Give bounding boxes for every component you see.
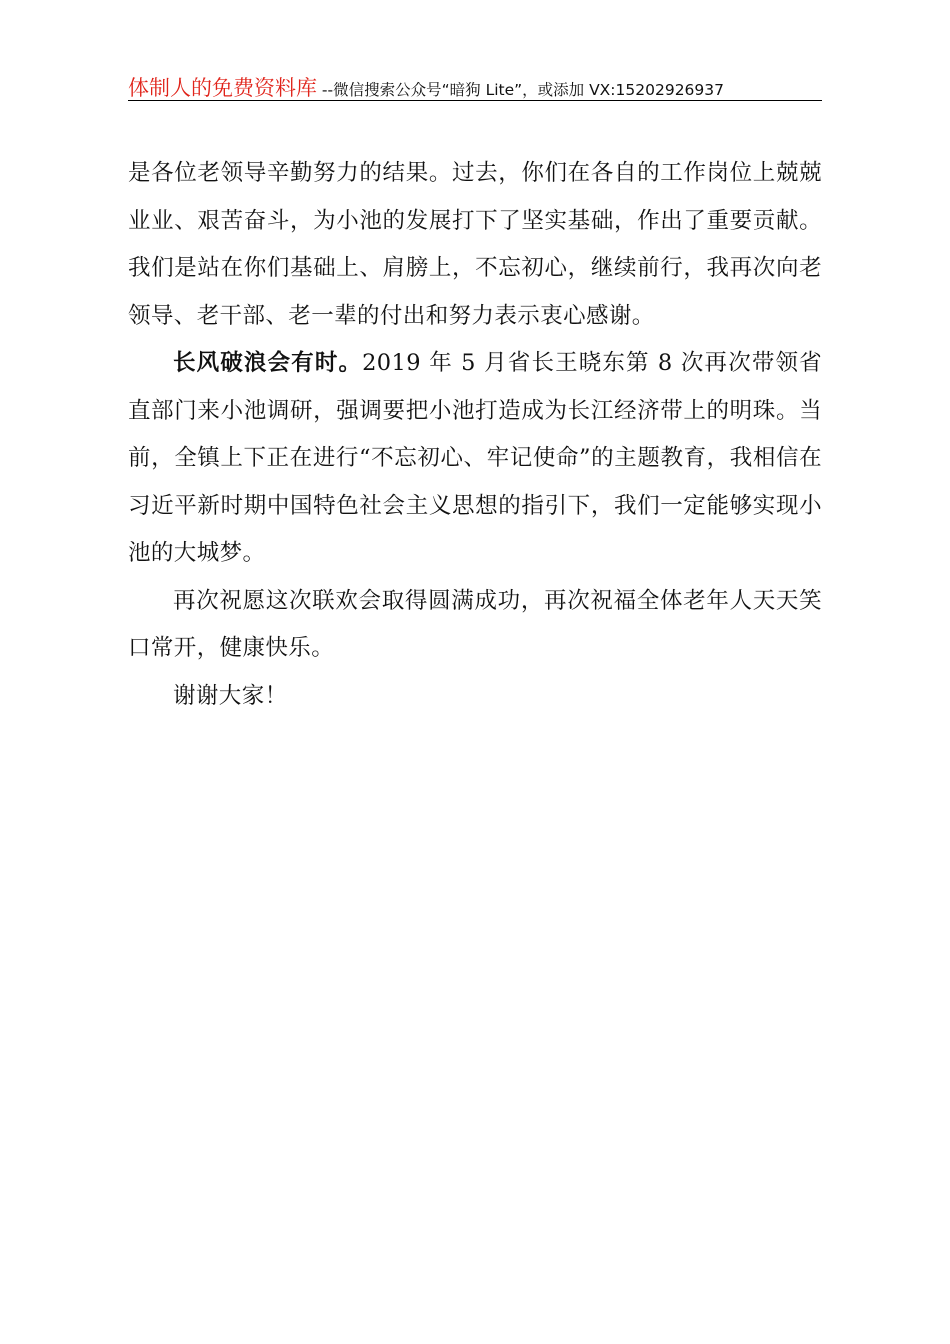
header-brand: 体制人的免费资料库 (128, 76, 317, 100)
paragraph-3: 再次祝愿这次联欢会取得圆满成功，再次祝福全体老年人天天笑口常开，健康快乐。 (128, 587, 822, 661)
paragraph-2-lead: 长风破浪会有时。 (173, 350, 363, 376)
paragraph-2 (128, 340, 822, 578)
paragraph-1: 是各位老领导辛勤努力的结果。过去，你们在各自的工作岗位上兢兢业业、艰苦奋斗，为小池的发展打下了坚实基础，作出了重要贡献。我们是站在你们基础上、肩膀上，不忘初心，继续前行，我再次向老领导、老干部、老一辈的付出和努力表示衷心感谢。 (128, 160, 822, 329)
document-body (128, 150, 822, 720)
paragraph-closing: 谢谢大家！ (173, 682, 288, 709)
header-promo: --微信搜索公众号“暗狗 Lite”，或添加 VX:15202926937 (317, 81, 725, 99)
page-header (128, 72, 822, 101)
paragraph-2-text: 2019 年 5 月省长王晓东第 8 次再次带领省直部门来小池调研，强调要把小池打造成为长江经济带上的明珠。当前，全镇上下正在进行“不忘初心、牢记使命”的主题教育，我相信在习近平新时期中国特色社会主义思想的指引下，我们一定能够实现小池的大城梦。 (128, 350, 822, 566)
